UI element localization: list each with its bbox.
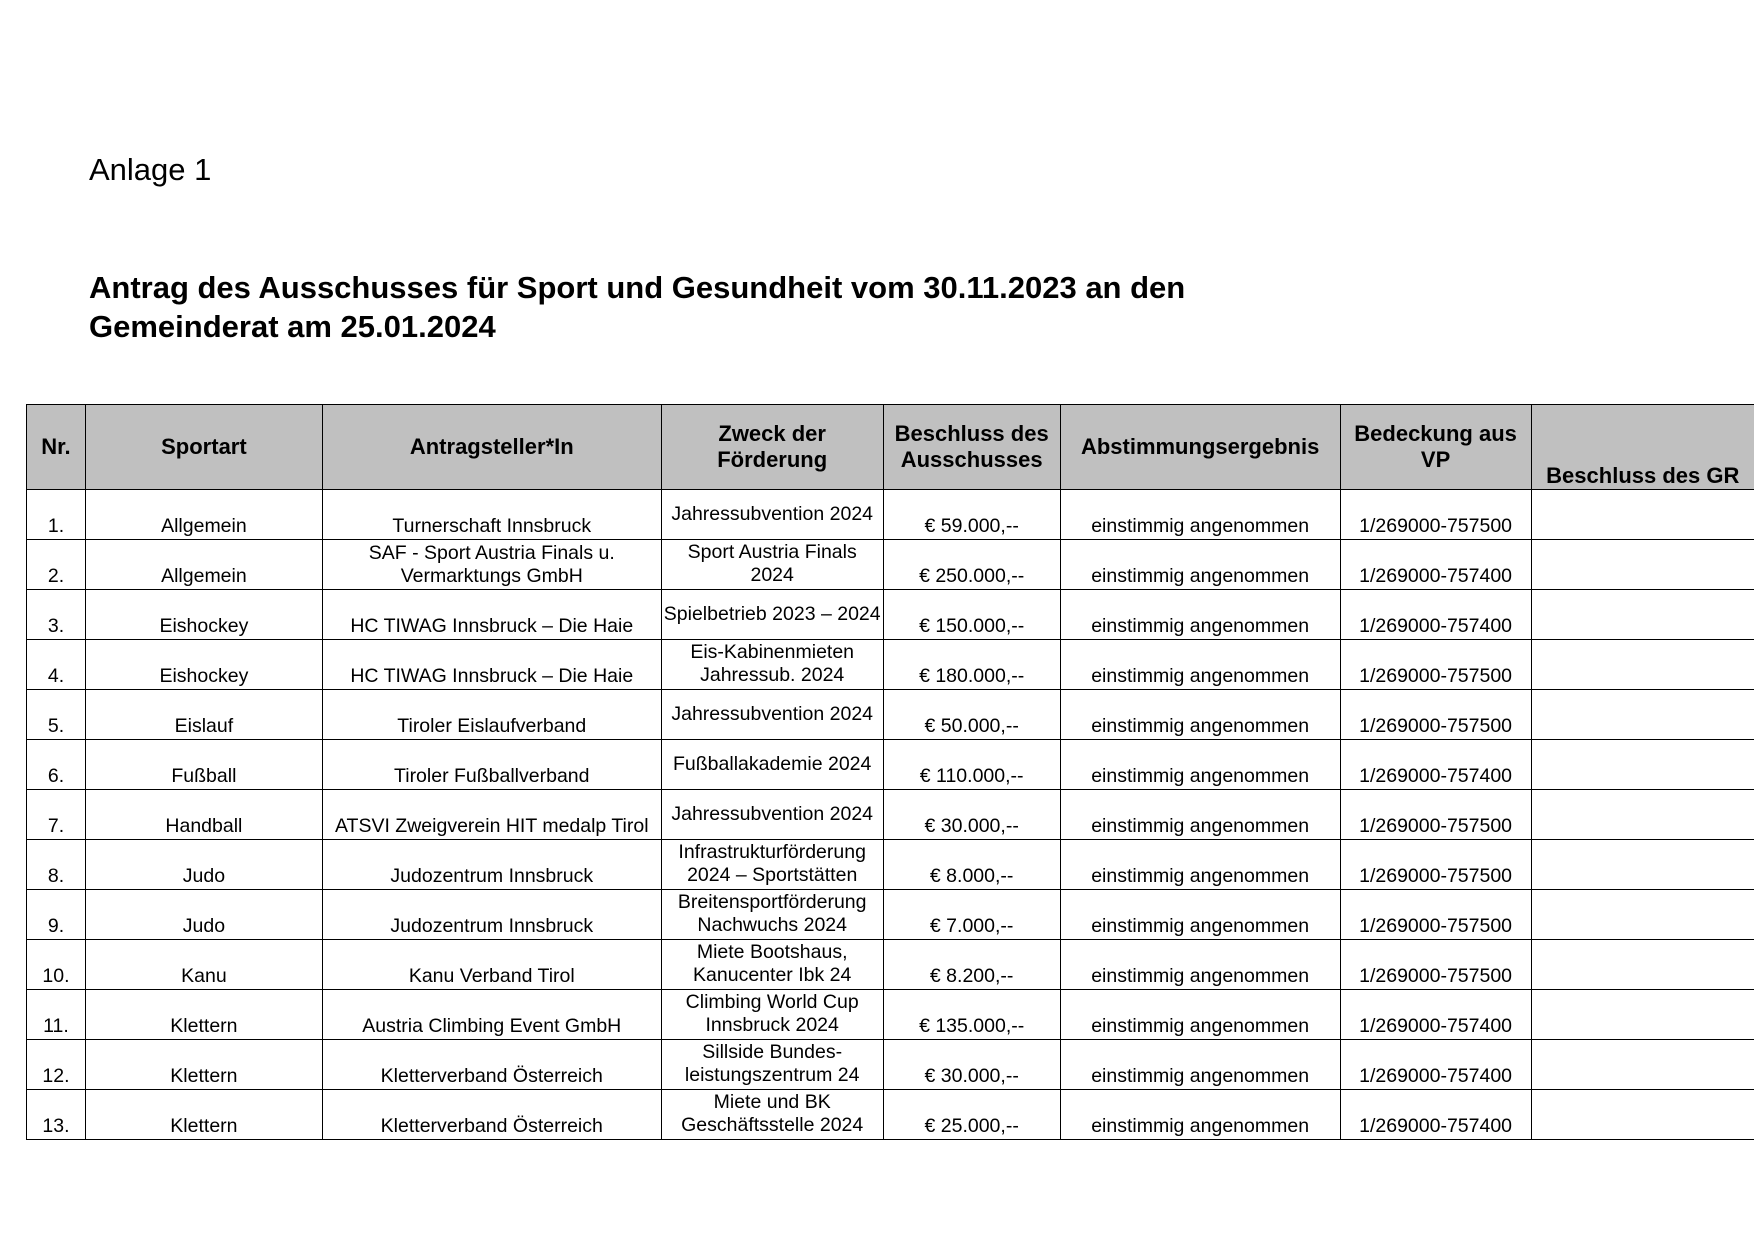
cell-nr: 3. xyxy=(27,590,86,640)
cell-zweck: Jahressubvention 2024 xyxy=(661,790,883,840)
cell-bedeckung: 1/269000-757400 xyxy=(1340,1040,1531,1090)
cell-bedeckung: 1/269000-757500 xyxy=(1340,840,1531,890)
table-row xyxy=(27,590,1754,640)
cell-bedeckung: 1/269000-757400 xyxy=(1340,740,1531,790)
cell-abstimmung: einstimmig angenommen xyxy=(1060,740,1340,790)
cell-sportart: Allgemein xyxy=(85,490,322,540)
cell-antragsteller: Kletterverband Österreich xyxy=(322,1090,661,1140)
table-header-row xyxy=(27,405,1754,490)
cell-nr: 4. xyxy=(27,640,86,690)
cell-beschluss-gr xyxy=(1531,990,1754,1040)
cell-beschluss: € 135.000,-- xyxy=(883,990,1060,1040)
cell-beschluss-gr xyxy=(1531,890,1754,940)
cell-beschluss: € 8.000,-- xyxy=(883,840,1060,890)
cell-zweck: Jahressubvention 2024 xyxy=(661,490,883,540)
cell-nr: 11. xyxy=(27,990,86,1040)
cell-antragsteller: Turnerschaft Innsbruck xyxy=(322,490,661,540)
header-nr: Nr. xyxy=(27,405,86,490)
table-row xyxy=(27,540,1754,590)
table-row xyxy=(27,940,1754,990)
cell-zweck: Miete und BK Geschäftsstelle 2024 xyxy=(661,1090,883,1140)
cell-nr: 10. xyxy=(27,940,86,990)
cell-abstimmung: einstimmig angenommen xyxy=(1060,840,1340,890)
table-body xyxy=(27,490,1754,1140)
cell-abstimmung: einstimmig angenommen xyxy=(1060,540,1340,590)
cell-zweck: Climbing World Cup Innsbruck 2024 xyxy=(661,990,883,1040)
header-zweck: Zweck der Förderung xyxy=(661,405,883,490)
cell-beschluss: € 25.000,-- xyxy=(883,1090,1060,1140)
cell-abstimmung: einstimmig angenommen xyxy=(1060,590,1340,640)
cell-antragsteller: Tiroler Eislaufverband xyxy=(322,690,661,740)
cell-zweck: Sport Austria Finals 2024 xyxy=(661,540,883,590)
cell-beschluss-gr xyxy=(1531,740,1754,790)
cell-zweck: Fußballakademie 2024 xyxy=(661,740,883,790)
funding-table xyxy=(26,404,1754,1140)
header-beschluss: Beschluss des Ausschusses xyxy=(883,405,1060,490)
cell-bedeckung: 1/269000-757400 xyxy=(1340,540,1531,590)
cell-zweck: Infrastrukturförderung 2024 – Sportstätten xyxy=(661,840,883,890)
cell-beschluss: € 8.200,-- xyxy=(883,940,1060,990)
cell-beschluss: € 30.000,-- xyxy=(883,790,1060,840)
cell-antragsteller: SAF - Sport Austria Finals u. Vermarktungs GmbH xyxy=(322,540,661,590)
cell-beschluss-gr xyxy=(1531,1040,1754,1090)
header-abstimmung: Abstimmungsergebnis xyxy=(1060,405,1340,490)
cell-antragsteller: Austria Climbing Event GmbH xyxy=(322,990,661,1040)
cell-sportart: Kanu xyxy=(85,940,322,990)
cell-antragsteller: ATSVI Zweigverein HIT medalp Tirol xyxy=(322,790,661,840)
cell-beschluss: € 30.000,-- xyxy=(883,1040,1060,1090)
cell-zweck: Miete Bootshaus, Kanucenter Ibk 24 xyxy=(661,940,883,990)
cell-bedeckung: 1/269000-757500 xyxy=(1340,690,1531,740)
cell-antragsteller: HC TIWAG Innsbruck – Die Haie xyxy=(322,590,661,640)
cell-bedeckung: 1/269000-757500 xyxy=(1340,890,1531,940)
cell-nr: 6. xyxy=(27,740,86,790)
table-row xyxy=(27,990,1754,1040)
cell-nr: 13. xyxy=(27,1090,86,1140)
cell-abstimmung: einstimmig angenommen xyxy=(1060,790,1340,840)
cell-antragsteller: Judozentrum Innsbruck xyxy=(322,890,661,940)
cell-sportart: Judo xyxy=(85,890,322,940)
attachment-label: Anlage 1 xyxy=(89,152,212,187)
cell-nr: 12. xyxy=(27,1040,86,1090)
cell-sportart: Eislauf xyxy=(85,690,322,740)
cell-antragsteller: Tiroler Fußballverband xyxy=(322,740,661,790)
cell-zweck: Sillside Bundes-leistungszentrum 24 xyxy=(661,1040,883,1090)
cell-bedeckung: 1/269000-757400 xyxy=(1340,590,1531,640)
table-row xyxy=(27,740,1754,790)
cell-nr: 5. xyxy=(27,690,86,740)
cell-beschluss: € 150.000,-- xyxy=(883,590,1060,640)
cell-antragsteller: HC TIWAG Innsbruck – Die Haie xyxy=(322,640,661,690)
cell-abstimmung: einstimmig angenommen xyxy=(1060,890,1340,940)
cell-bedeckung: 1/269000-757500 xyxy=(1340,940,1531,990)
header-bedeckung: Bedeckung aus VP xyxy=(1340,405,1531,490)
title-line-1: Antrag des Ausschusses für Sport und Gesundheit vom 30.11.2023 an den xyxy=(89,270,1186,305)
cell-beschluss-gr xyxy=(1531,790,1754,840)
cell-abstimmung: einstimmig angenommen xyxy=(1060,690,1340,740)
table-row xyxy=(27,640,1754,690)
cell-zweck: Breitensportförderung Nachwuchs 2024 xyxy=(661,890,883,940)
table-row xyxy=(27,890,1754,940)
cell-bedeckung: 1/269000-757500 xyxy=(1340,490,1531,540)
cell-beschluss: € 180.000,-- xyxy=(883,640,1060,690)
cell-abstimmung: einstimmig angenommen xyxy=(1060,490,1340,540)
cell-bedeckung: 1/269000-757400 xyxy=(1340,1090,1531,1140)
cell-beschluss: € 7.000,-- xyxy=(883,890,1060,940)
title-line-2: Gemeinderat am 25.01.2024 xyxy=(89,309,496,344)
cell-beschluss-gr xyxy=(1531,640,1754,690)
cell-beschluss: € 250.000,-- xyxy=(883,540,1060,590)
header-beschluss-gr: Beschluss des GR xyxy=(1531,405,1754,490)
cell-nr: 8. xyxy=(27,840,86,890)
cell-abstimmung: einstimmig angenommen xyxy=(1060,940,1340,990)
cell-nr: 2. xyxy=(27,540,86,590)
cell-beschluss-gr xyxy=(1531,590,1754,640)
cell-beschluss-gr xyxy=(1531,1090,1754,1140)
cell-beschluss: € 59.000,-- xyxy=(883,490,1060,540)
cell-sportart: Eishockey xyxy=(85,590,322,640)
cell-zweck: Eis-Kabinenmieten Jahressub. 2024 xyxy=(661,640,883,690)
table-row xyxy=(27,690,1754,740)
cell-nr: 7. xyxy=(27,790,86,840)
cell-abstimmung: einstimmig angenommen xyxy=(1060,1090,1340,1140)
cell-antragsteller: Judozentrum Innsbruck xyxy=(322,840,661,890)
table-row xyxy=(27,490,1754,540)
cell-sportart: Handball xyxy=(85,790,322,840)
cell-sportart: Judo xyxy=(85,840,322,890)
header-sportart: Sportart xyxy=(85,405,322,490)
cell-beschluss-gr xyxy=(1531,940,1754,990)
table-row xyxy=(27,1040,1754,1090)
cell-abstimmung: einstimmig angenommen xyxy=(1060,1040,1340,1090)
cell-abstimmung: einstimmig angenommen xyxy=(1060,990,1340,1040)
cell-beschluss: € 50.000,-- xyxy=(883,690,1060,740)
cell-nr: 9. xyxy=(27,890,86,940)
cell-sportart: Fußball xyxy=(85,740,322,790)
cell-sportart: Klettern xyxy=(85,1090,322,1140)
cell-zweck: Spielbetrieb 2023 – 2024 xyxy=(661,590,883,640)
table-row xyxy=(27,840,1754,890)
cell-sportart: Allgemein xyxy=(85,540,322,590)
cell-bedeckung: 1/269000-757400 xyxy=(1340,990,1531,1040)
cell-bedeckung: 1/269000-757500 xyxy=(1340,790,1531,840)
cell-abstimmung: einstimmig angenommen xyxy=(1060,640,1340,690)
cell-sportart: Eishockey xyxy=(85,640,322,690)
cell-zweck: Jahressubvention 2024 xyxy=(661,690,883,740)
cell-sportart: Klettern xyxy=(85,990,322,1040)
cell-beschluss-gr xyxy=(1531,840,1754,890)
cell-antragsteller: Kanu Verband Tirol xyxy=(322,940,661,990)
header-antragsteller: Antragsteller*In xyxy=(322,405,661,490)
table-row xyxy=(27,790,1754,840)
cell-beschluss-gr xyxy=(1531,490,1754,540)
cell-sportart: Klettern xyxy=(85,1040,322,1090)
cell-nr: 1. xyxy=(27,490,86,540)
cell-bedeckung: 1/269000-757500 xyxy=(1340,640,1531,690)
cell-beschluss-gr xyxy=(1531,540,1754,590)
page-title xyxy=(89,268,1489,346)
cell-beschluss-gr xyxy=(1531,690,1754,740)
table-row xyxy=(27,1090,1754,1140)
cell-antragsteller: Kletterverband Österreich xyxy=(322,1040,661,1090)
cell-beschluss: € 110.000,-- xyxy=(883,740,1060,790)
